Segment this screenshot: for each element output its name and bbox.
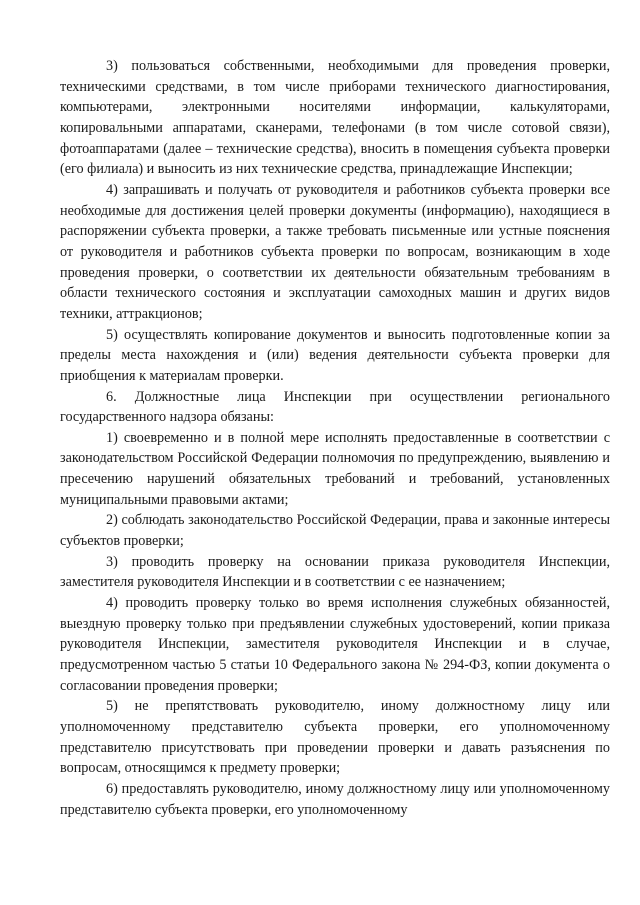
paragraph-duty-3: 3) проводить проверку на основании приказа руководителя Инспекции, заместителя руководителя Инспекции и в соответствии с ее назначением; [60, 553, 610, 591]
document-body [60, 56, 610, 820]
paragraph-item-5-copy-documents: 5) осуществлять копирование документов и выносить подготовленные копии за пределы места нахождения и (или) ведения деятельности субъекта проверки для приобщения к материалам проверки. [60, 326, 610, 384]
paragraph-duty-4: 4) проводить проверку только во время исполнения служебных обязанностей, выездную проверку только при предъявлении служебных удостоверений, копии приказа руководителя Инспекции, заместителя руководителя Инспекции и в случае, предусмотренном частью 5 статьи 10 Федерального закона № 294-ФЗ, копии документа о согласовании проведения проверки; [60, 595, 610, 694]
paragraph-duty-5: 5) не препятствовать руководителю, иному должностному лицу или уполномоченному представителю субъекта проверки, его уполномоченному представителю присутствовать при проведении проверки и давать разъяснения по вопросам, относящимся к предмету проверки; [60, 698, 610, 777]
paragraph-item-4-request-documents: 4) запрашивать и получать от руководителя и работников субъекта проверки все необходимые для достижения целей проверки документы (информацию), находящиеся в распоряжении субъекта проверки, а также требовать письменные или устные пояснения от руководителя и работников субъекта проверки по вопросам, возникающим в ходе проведения проверки, о соответствии их деятельности обязательным требованиям в области технического состояния и эксплуатации самоходных машин и других видов техники, аттракционов; [60, 181, 610, 322]
paragraph-duty-1: 1) своевременно и в полной мере исполнять предоставленные в соответствии с законодательством Российской Федерации полномочия по предупреждению, выявлению и пресечению нарушений обязательных требований и требований, установленных муниципальными правовыми актами; [60, 429, 610, 508]
paragraph-duty-2: 2) соблюдать законодательство Российской Федерации, права и законные интересы субъектов проверки; [60, 512, 610, 550]
paragraph-item-3-use-tools: 3) пользоваться собственными, необходимыми для проведения проверки, техническими средствами, в том числе приборами технического диагностирования, компьютерами, электронными носителями информации, калькуляторами, копировальными аппаратами, сканерами, телефонами (в том числе сотовой связи), фотоаппаратами (далее – технические средства), вносить в помещения субъекта проверки (его филиала) и выносить из них технические средства, принадлежащие Инспекции; [60, 58, 610, 178]
paragraph-section-6-heading: 6. Должностные лица Инспекции при осуществлении регионального государственного надзора обязаны: [60, 388, 610, 426]
paragraph-duty-6: 6) предоставлять руководителю, иному должностному лицу или уполномоченному представителю субъекта проверки, его уполномоченному [60, 780, 610, 818]
